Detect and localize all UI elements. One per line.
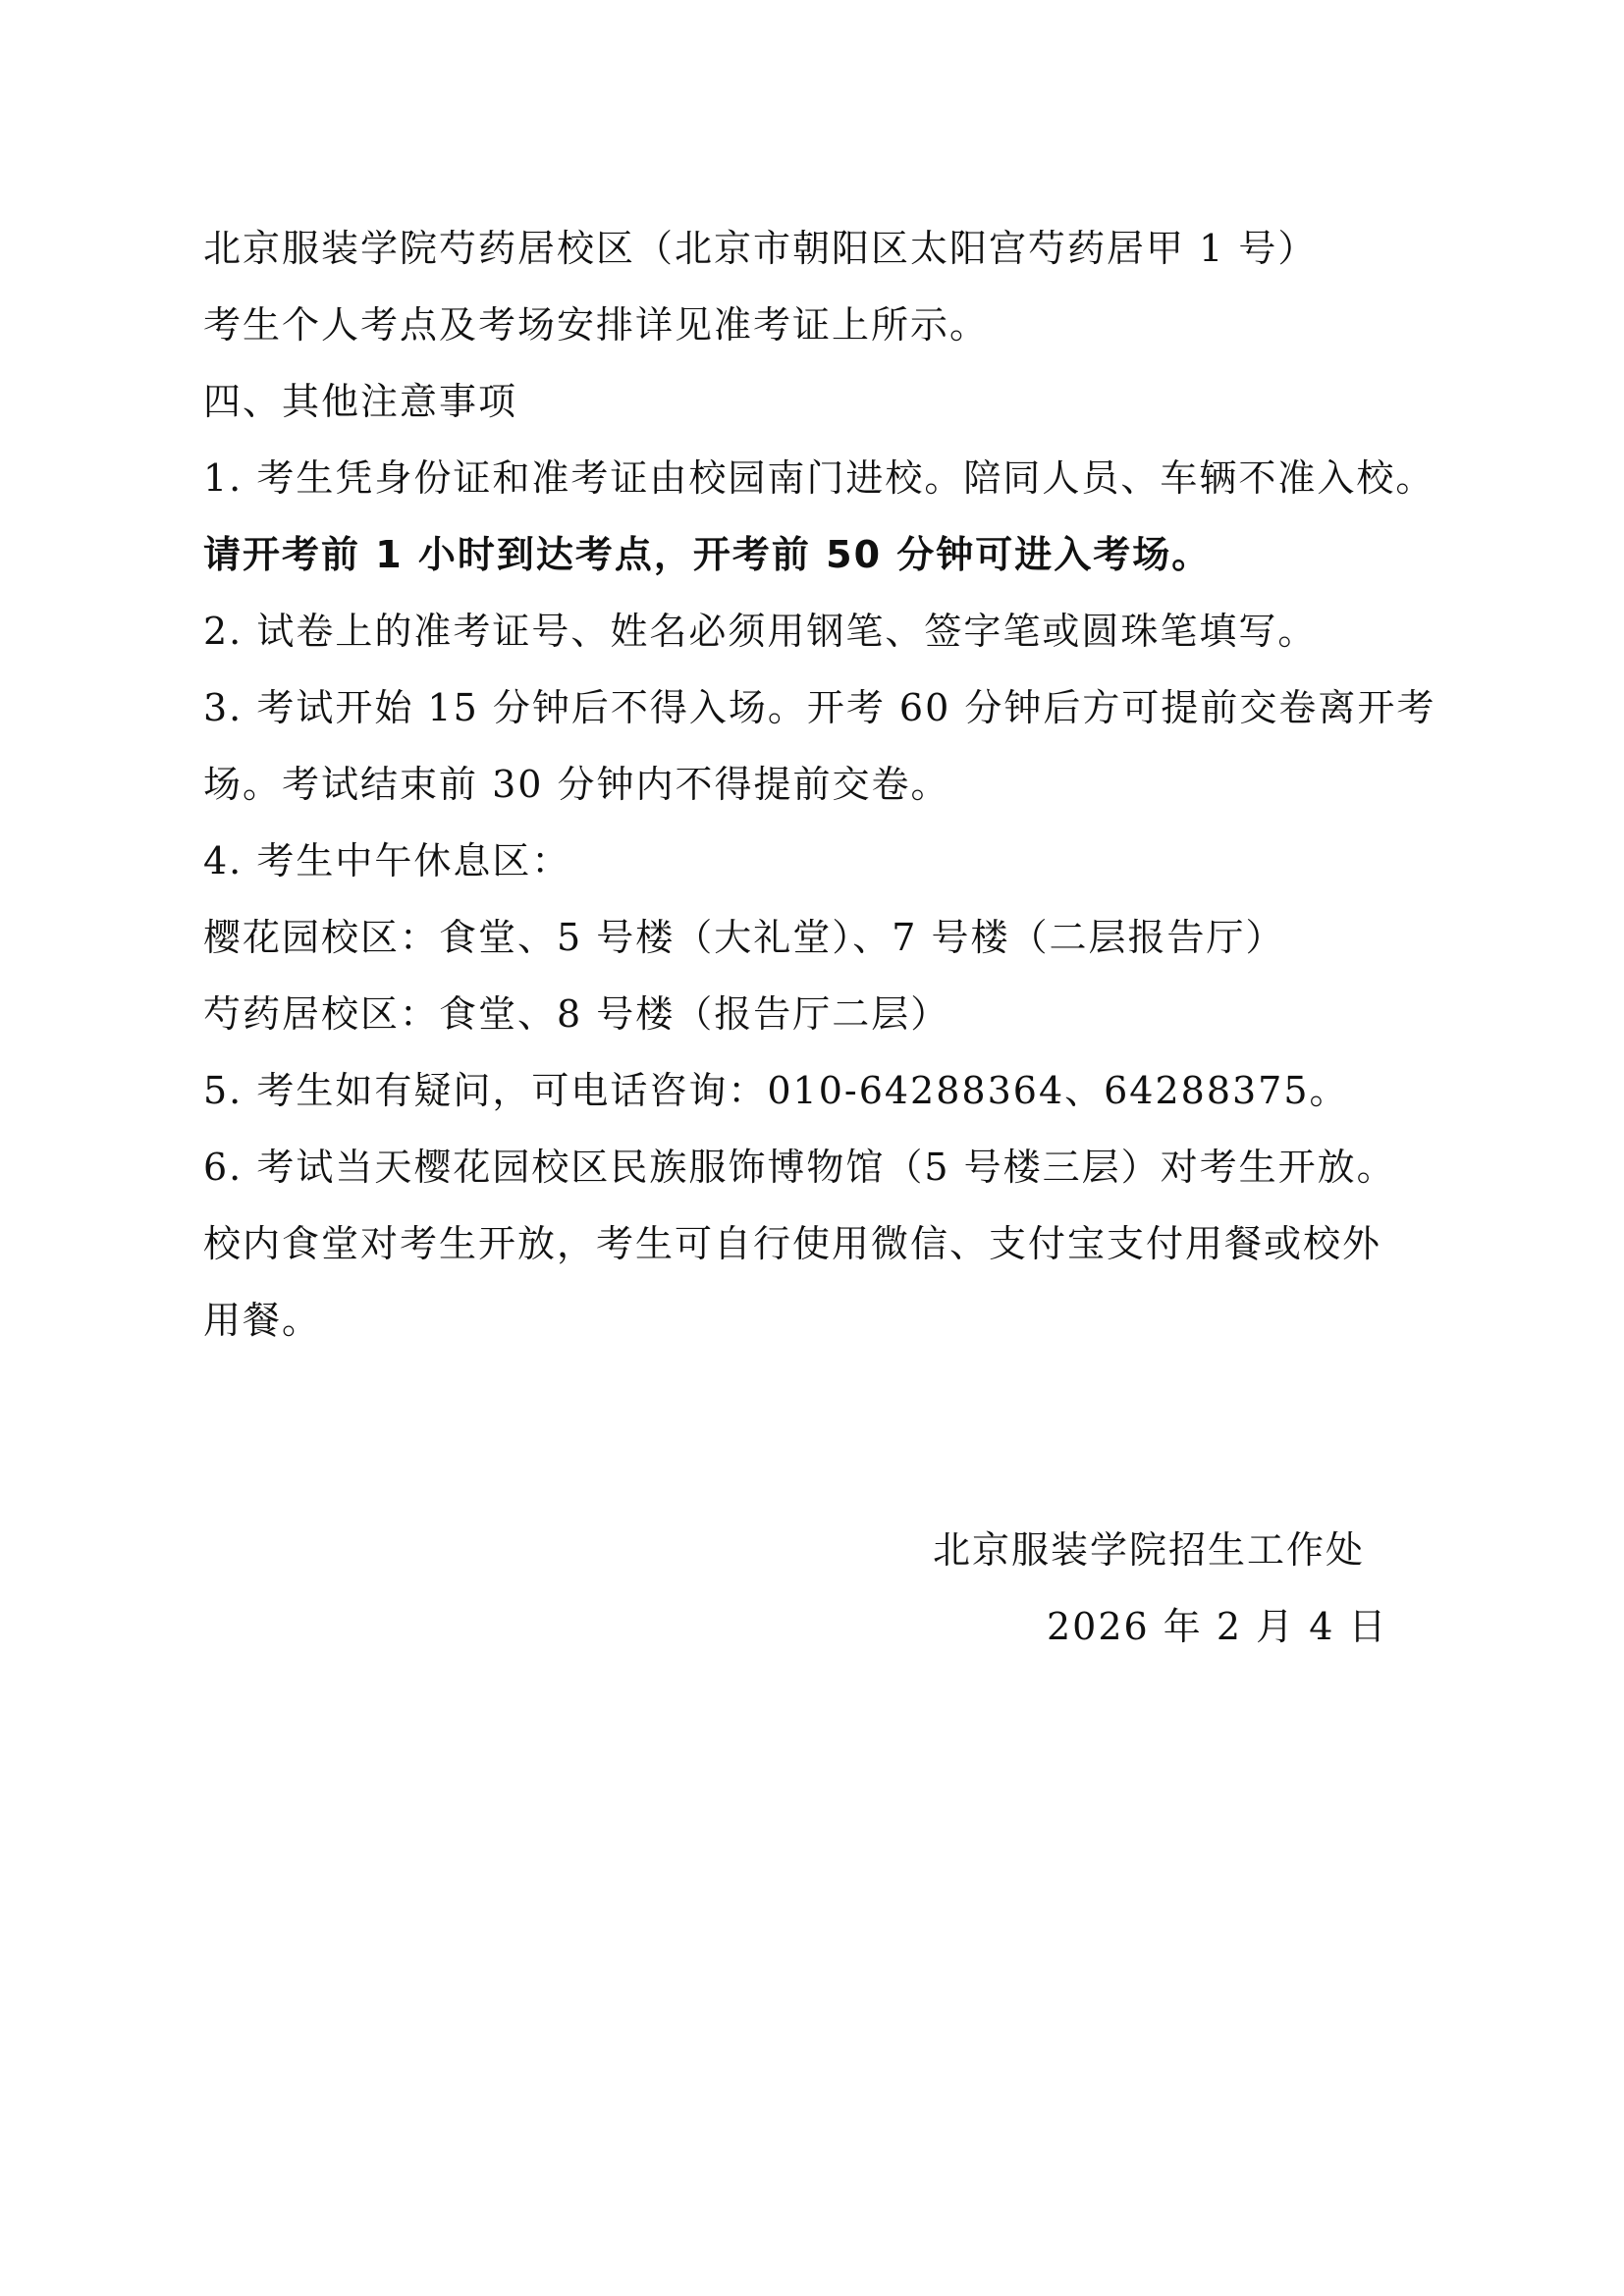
notice-item-1: 1. 考生凭身份证和准考证由校园南门进校。陪同人员、车辆不准入校。	[203, 456, 1435, 500]
notice-item-6: 6. 考试当天樱花园校区民族服饰博物馆（5 号楼三层）对考生开放。	[203, 1146, 1396, 1189]
notice-item-3: 3. 考试开始 15 分钟后不得入场。开考 60 分钟后方可提前交卷离开考	[203, 686, 1436, 729]
notice-item-6-end: 用餐。	[203, 1299, 322, 1342]
notice-item-2: 2. 试卷上的准考证号、姓名必须用钢笔、签字笔或圆珠笔填写。	[203, 610, 1318, 653]
notice-item-4: 4. 考生中午休息区：	[203, 839, 571, 882]
signature-organization: 北京服装学院招生工作处	[933, 1528, 1366, 1572]
paragraph-line: 考生个人考点及考场安排详见准考证上所示。	[203, 303, 990, 347]
bold-arrival-notice: 请开考前 1 小时到达考点，开考前 50 分钟可进入考场。	[203, 533, 1212, 576]
rest-area-shaoyaoju: 芍药居校区：食堂、8 号楼（报告厅二层）	[203, 992, 950, 1036]
signature-block	[933, 1512, 1424, 1665]
notice-item-5: 5. 考生如有疑问，可电话咨询：010-64288364、64288375。	[203, 1069, 1349, 1112]
paragraph-line: 北京服装学院芍药居校区（北京市朝阳区太阳宫芍药居甲 1 号）	[203, 227, 1318, 270]
signature-date: 2026 年 2 月 4 日	[1047, 1605, 1388, 1648]
rest-area-yinghuayuan: 樱花园校区：食堂、5 号楼（大礼堂）、7 号楼（二层报告厅）	[203, 916, 1285, 959]
notice-item-6-continued: 校内食堂对考生开放，考生可自行使用微信、支付宝支付用餐或校外	[203, 1222, 1382, 1265]
notice-item-3-continued: 场。考试结束前 30 分钟内不得提前交卷。	[203, 763, 950, 806]
document-body	[203, 210, 1436, 1359]
section-heading: 四、其他注意事项	[203, 380, 518, 423]
